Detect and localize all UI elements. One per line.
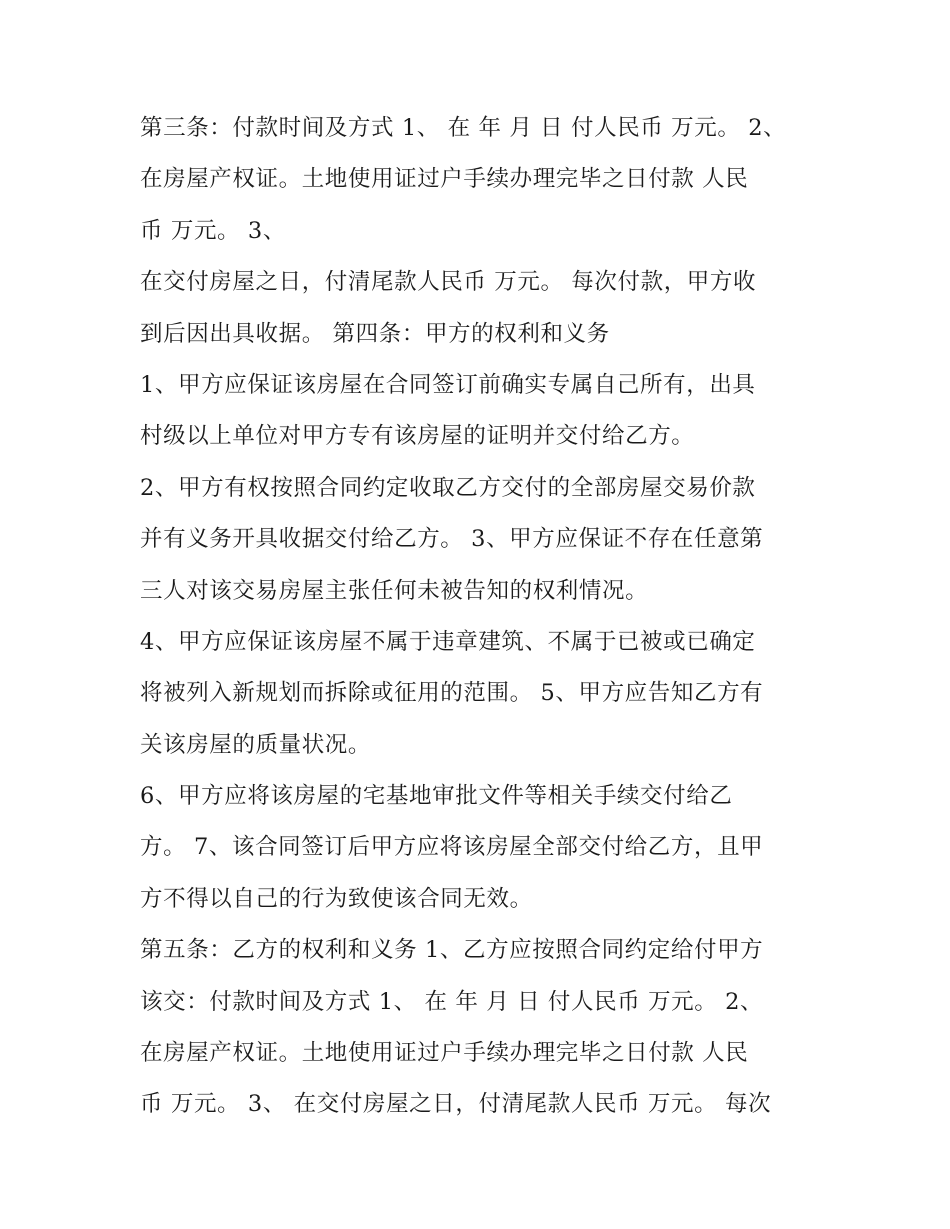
text-line: 币 万元。 3、: [140, 217, 286, 244]
text-line: 并有义务开具收据交付给乙方。 3、甲方应保证不存在任意第: [140, 526, 764, 553]
text-line: 关该房屋的质量状况。: [140, 731, 372, 758]
text-line: 1、甲方应保证该房屋在合同签订前确实专属自己所有，出具: [140, 371, 756, 398]
text-line: 到后因出具收据。 第四条：甲方的权利和义务: [140, 320, 610, 347]
text-line: 将被列入新规划而拆除或征用的范围。 5、甲方应告知乙方有: [140, 680, 764, 707]
text-line: 6、甲方应将该房屋的宅基地审批文件等相关手续交付给乙: [140, 783, 733, 810]
text-line: 4、甲方应保证该房屋不属于违章建筑、不属于已被或已确定: [140, 628, 756, 655]
text-line: 三人对该交易房屋主张任何未被告知的权利情况。: [140, 577, 649, 604]
text-line: 币 万元。 3、 在交付房屋之日，付清尾款人民币 万元。 每次: [140, 1091, 772, 1118]
text-line: 在房屋产权证。土地使用证过户手续办理完毕之日付款 人民: [140, 166, 749, 193]
text-line: 第三条：付款时间及方式 1、 在 年 月 日 付人民币 万元。 2、: [140, 115, 787, 141]
text-line: 方。 7、该合同签订后甲方应将该房屋全部交付给乙方，且甲: [140, 834, 764, 861]
text-line: 在交付房屋之日，付清尾款人民币 万元。 每次付款，甲方收: [140, 269, 757, 296]
text-line: 该交：付款时间及方式 1、 在 年 月 日 付人民币 万元。 2、: [140, 988, 764, 1015]
text-line: 方不得以自己的行为致使该合同无效。: [140, 885, 533, 912]
text-line: 村级以上单位对甲方专有该房屋的证明并交付给乙方。: [140, 423, 695, 450]
document-body: [140, 103, 820, 1131]
text-line: 2、甲方有权按照合同约定收取乙方交付的全部房屋交易价款: [140, 474, 756, 501]
text-line: 在房屋产权证。土地使用证过户手续办理完毕之日付款 人民: [140, 1040, 749, 1067]
text-line: 第五条：乙方的权利和义务 1、乙方应按照合同约定给付甲方: [140, 937, 764, 964]
